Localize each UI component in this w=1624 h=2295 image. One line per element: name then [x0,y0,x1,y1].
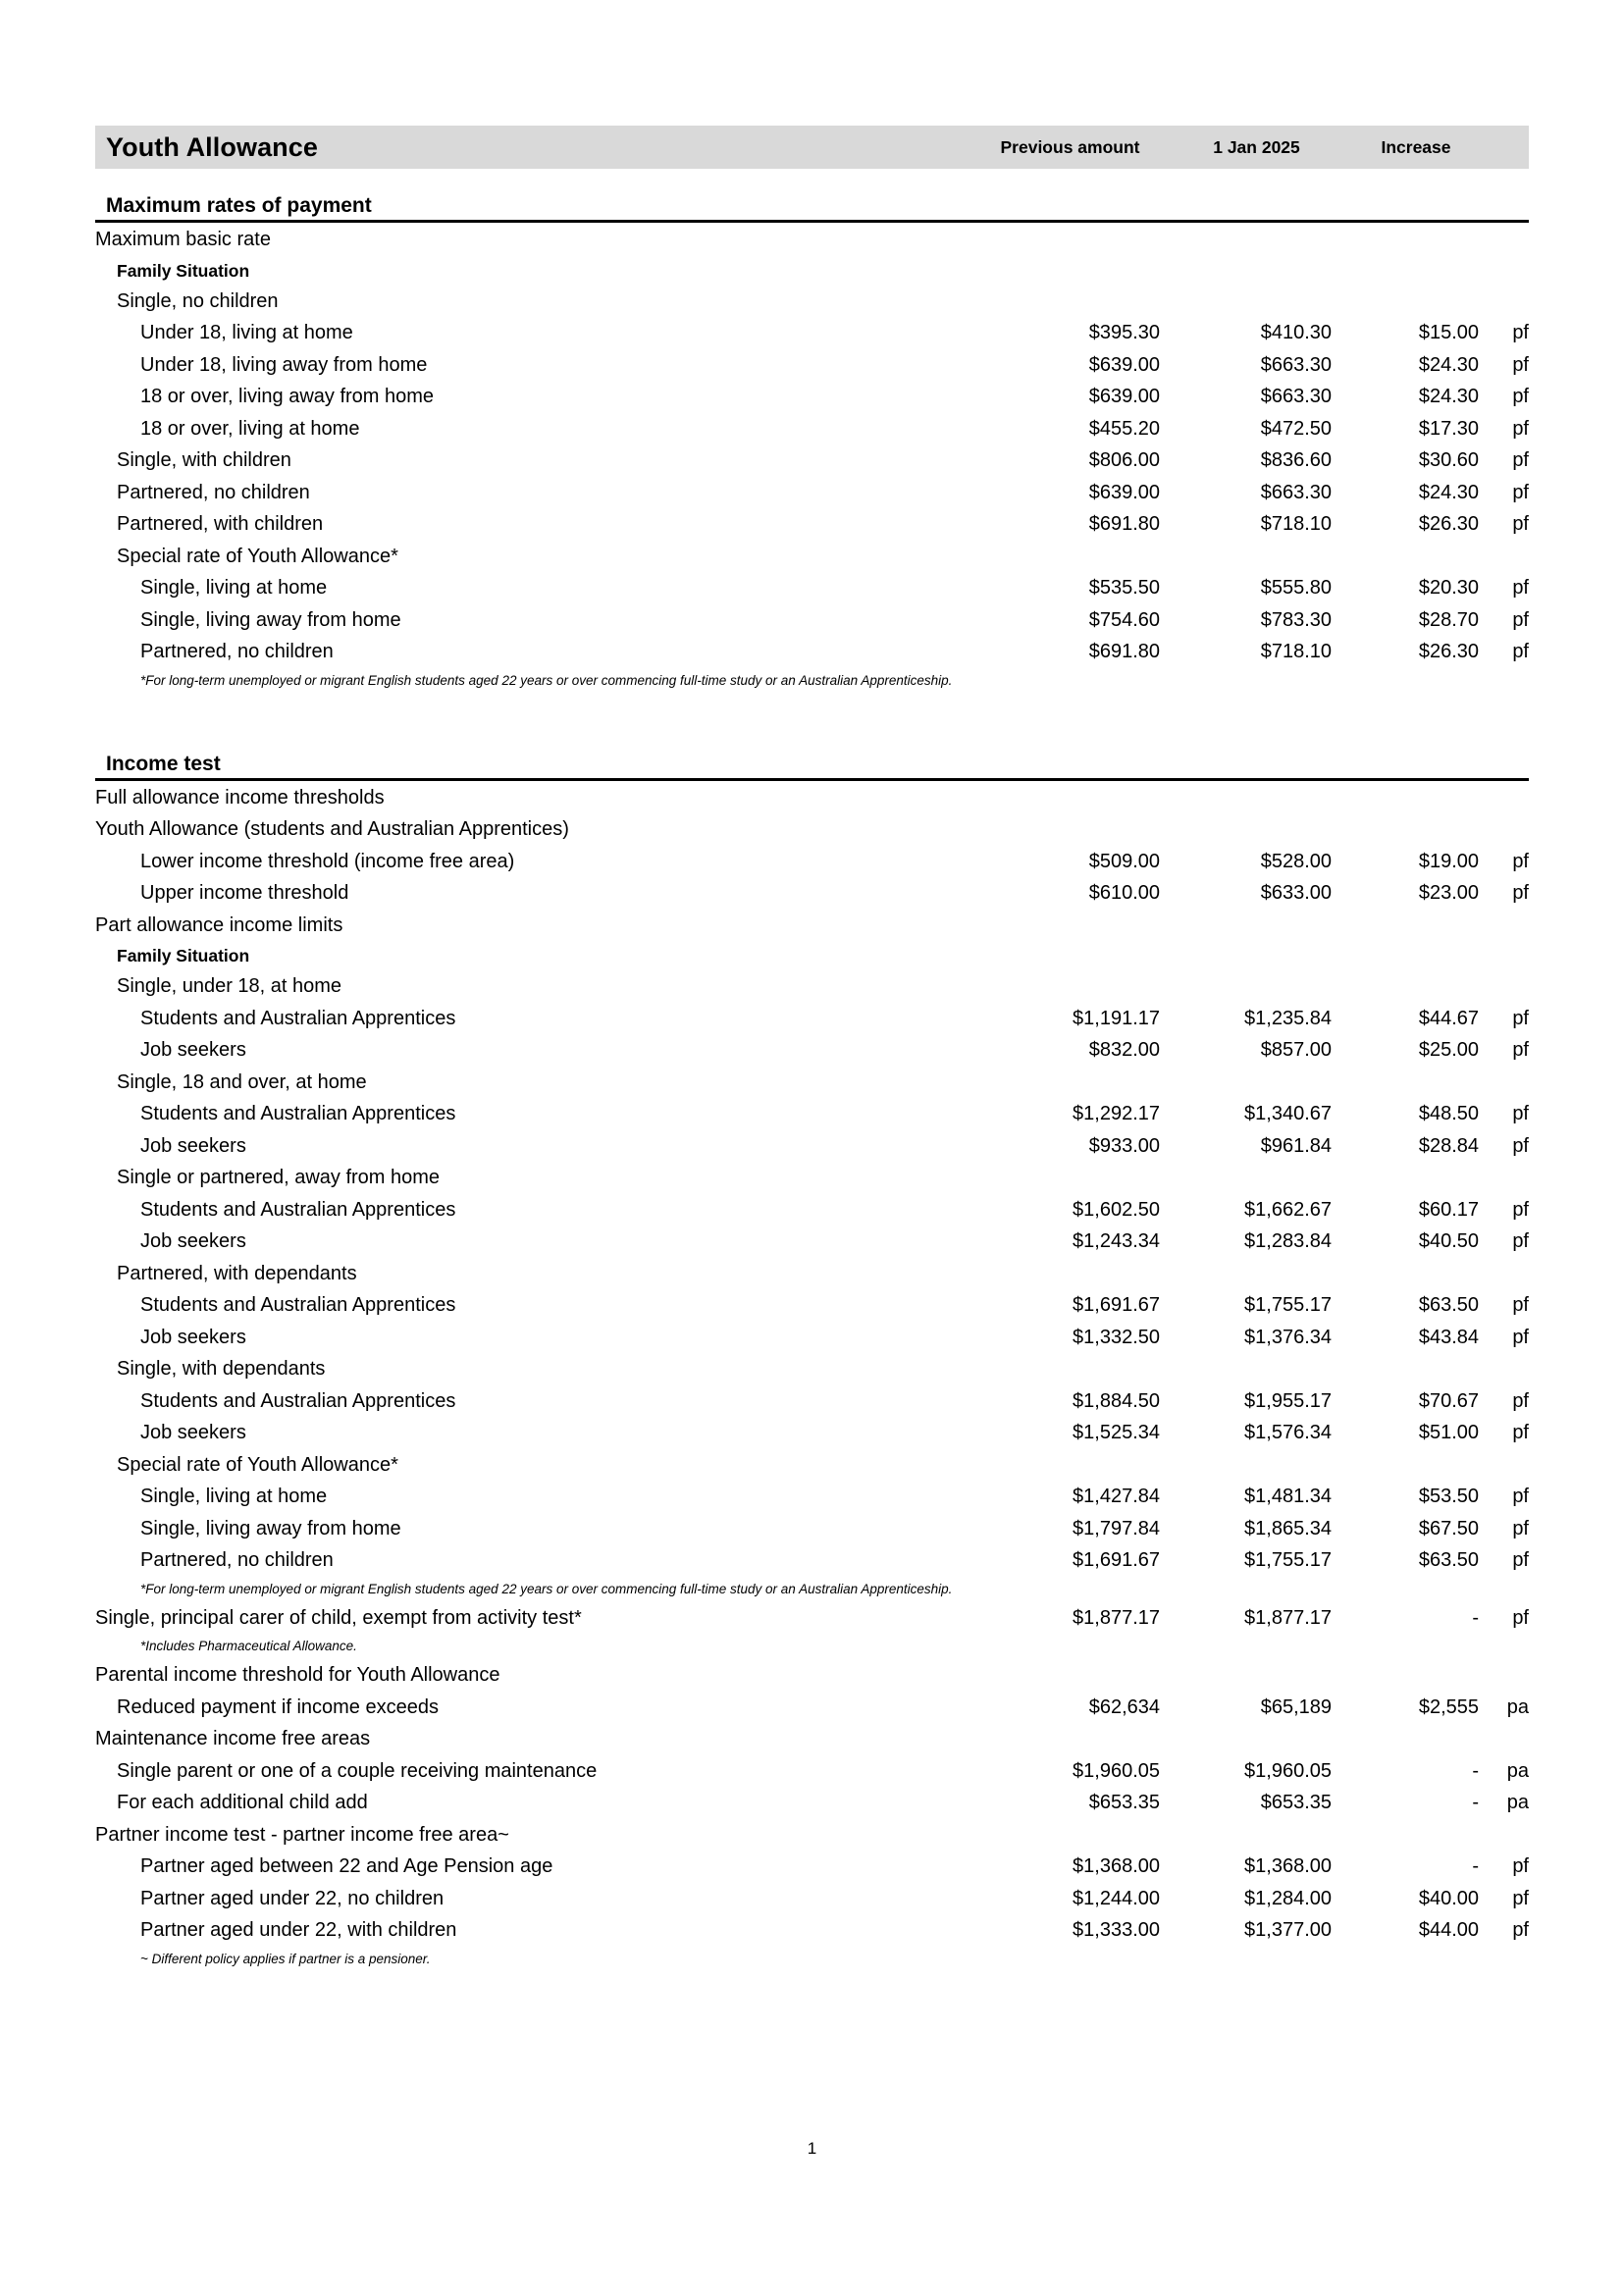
row-current-amount: $653.35 [1260,1792,1332,1813]
row-current-amount: $663.30 [1260,386,1332,407]
row-increase-amount: $70.67 [1418,1389,1479,1412]
group-subheading: Family Situation [117,946,250,965]
row-previous-amount: $395.30 [1088,322,1160,343]
row-label: Single, 18 and over, at home [117,1070,367,1093]
table-row [95,317,1529,349]
row-previous-amount: $1,877.17 [1073,1606,1160,1629]
row-current-amount: $1,235.84 [1244,1007,1332,1029]
table-row [95,1098,1529,1130]
row-current-amount: $1,377.00 [1244,1919,1332,1941]
table-row [95,1226,1529,1258]
row-unit: pf [1512,882,1529,904]
table-row [95,477,1529,509]
table-row [95,1353,1529,1385]
table-row [95,1194,1529,1226]
row-label: Partnered, no children [140,641,334,662]
row-label: Single, with children [117,449,291,471]
row-label: 18 or over, living at home [140,417,360,440]
footnote: ~ Different policy applies if partner is a pensioner. [140,1951,431,1966]
row-previous-amount: $1,884.50 [1073,1389,1160,1412]
section-heading: Income test [106,752,221,775]
row-current-amount: $857.00 [1260,1039,1332,1061]
table-row [95,813,1529,846]
row-previous-amount: $754.60 [1088,608,1160,631]
row-label: Upper income threshold [140,882,349,904]
row-previous-amount: $1,191.17 [1073,1007,1160,1029]
row-current-amount: $1,960.05 [1244,1759,1332,1782]
table-row [95,1787,1529,1819]
column-header-previous: Previous amount [1000,136,1140,157]
table-row [95,1322,1529,1354]
table-row [95,1914,1529,1947]
row-unit: pf [1512,1486,1529,1507]
section-spacer [95,694,1529,727]
group-title-row [95,1819,1529,1852]
row-previous-amount: $535.50 [1088,577,1160,599]
table-row [95,1003,1529,1035]
row-increase-amount: $51.00 [1418,1422,1479,1443]
row-increase-amount: $60.17 [1418,1198,1479,1221]
table-row [95,1883,1529,1915]
row-label: Students and Australian Apprentices [140,1294,456,1316]
group-subheading: Family Situation [117,260,250,281]
row-label: Under 18, living at home [140,322,353,343]
row-current-amount: $472.50 [1260,417,1332,440]
row-unit: pf [1512,577,1529,599]
footnote: *For long-term unemployed or migrant English students aged 22 years or over commencing full-time study or an Australian Apprenticeship. [140,672,953,688]
row-increase-amount: $40.50 [1418,1230,1479,1252]
row-label: Job seekers [140,1134,246,1157]
row-unit: pf [1512,1198,1529,1221]
table-row [95,572,1529,604]
row-previous-amount: $1,292.17 [1073,1103,1160,1124]
row-current-amount: $1,376.34 [1244,1326,1332,1348]
table-row [95,413,1529,445]
row-unit: pf [1512,386,1529,407]
row-label: Special rate of Youth Allowance* [117,545,398,567]
row-increase-amount: $2,555 [1418,1695,1479,1718]
table-row [95,381,1529,413]
row-label: Special rate of Youth Allowance* [117,1453,398,1476]
row-previous-amount: $1,244.00 [1073,1887,1160,1909]
row-current-amount: $1,755.17 [1244,1549,1332,1571]
row-previous-amount: $639.00 [1088,353,1160,376]
table-row [95,1692,1529,1724]
row-unit: pf [1512,481,1529,503]
table-row [95,1481,1529,1513]
column-headers [969,126,1529,169]
table-row [95,1289,1529,1322]
column-header-increase: Increase [1381,136,1451,157]
row-unit: pf [1512,850,1529,872]
row-unit: pa [1506,1759,1529,1782]
row-unit: pa [1506,1792,1529,1813]
page-title: Youth Allowance [106,131,319,162]
row-current-amount: $718.10 [1260,513,1332,535]
table-row [95,1449,1529,1482]
row-label: Students and Australian Apprentices [140,1007,456,1029]
row-current-amount: $1,755.17 [1244,1294,1332,1316]
row-label: Job seekers [140,1230,246,1252]
row-previous-amount: $639.00 [1088,386,1160,407]
row-label: Single, living away from home [140,608,401,631]
row-increase-amount: $40.00 [1418,1887,1479,1909]
row-unit: pf [1512,1549,1529,1571]
row-current-amount: $1,368.00 [1244,1855,1332,1877]
row-current-amount: $1,865.34 [1244,1517,1332,1539]
row-label: Single, living at home [140,1486,328,1507]
table-row [95,1417,1529,1449]
row-previous-amount: $1,368.00 [1073,1855,1160,1877]
row-previous-amount: $62,634 [1088,1695,1160,1718]
row-unit: pf [1512,1887,1529,1909]
row-increase-amount: $25.00 [1418,1039,1479,1061]
row-unit: pf [1512,1855,1529,1877]
row-current-amount: $718.10 [1260,641,1332,662]
table-row [95,1258,1529,1290]
row-unit: pf [1512,1606,1529,1629]
row-current-amount: $1,481.34 [1244,1486,1332,1507]
row-unit: pf [1512,1919,1529,1941]
row-increase-amount: $17.30 [1418,417,1479,440]
group-title: Parental income threshold for Youth Allowance [95,1664,500,1686]
row-label: Single, living at home [140,577,328,599]
row-unit: pf [1512,417,1529,440]
row-label: Job seekers [140,1422,246,1443]
row-unit: pf [1512,1326,1529,1348]
row-unit: pa [1506,1695,1529,1718]
row-current-amount: $65,189 [1260,1695,1332,1718]
row-previous-amount: $806.00 [1088,449,1160,471]
group-subheading-row [95,941,1529,970]
row-unit: pf [1512,1422,1529,1443]
group-title: Partner income test - partner income free area~ [95,1823,509,1846]
row-unit: pf [1512,1294,1529,1316]
group-title-row [95,1723,1529,1755]
table-row [95,1602,1529,1635]
row-label: 18 or over, living away from home [140,386,435,407]
rates-body [95,194,1529,1972]
row-label: Reduced payment if income exceeds [117,1695,439,1718]
row-current-amount: $1,340.67 [1244,1103,1332,1124]
row-previous-amount: $1,691.67 [1073,1549,1160,1571]
table-row [95,1513,1529,1545]
row-unit: pf [1512,1103,1529,1124]
row-unit: pf [1512,449,1529,471]
row-label: Youth Allowance (students and Australian Apprentices) [95,818,569,840]
row-previous-amount: $1,333.00 [1073,1919,1160,1941]
row-current-amount: $528.00 [1260,850,1332,872]
row-previous-amount: $691.80 [1088,513,1160,535]
row-label: Single or partnered, away from home [117,1167,441,1188]
row-previous-amount: $1,960.05 [1073,1759,1160,1782]
row-label: Partner aged under 22, with children [140,1919,457,1941]
row-previous-amount: $509.00 [1088,850,1160,872]
table-row [95,1067,1529,1099]
group-title-row [95,1659,1529,1692]
row-increase-amount: $48.50 [1418,1103,1479,1124]
row-label: Students and Australian Apprentices [140,1389,456,1412]
row-label: Partner aged between 22 and Age Pension age [140,1855,553,1877]
document-header-band [95,126,1529,169]
page-number: 1 [807,2139,817,2158]
footnote: *Includes Pharmaceutical Allowance. [140,1639,357,1653]
group-title-row [95,910,1529,942]
row-previous-amount: $653.35 [1088,1792,1160,1813]
table-row [95,970,1529,1003]
row-previous-amount: $1,332.50 [1073,1326,1160,1348]
row-current-amount: $1,283.84 [1244,1230,1332,1252]
row-current-amount: $783.30 [1260,608,1332,631]
table-row [95,1130,1529,1163]
row-label: Single, under 18, at home [117,975,342,997]
table-row [95,1851,1529,1883]
row-current-amount: $663.30 [1260,353,1332,376]
row-current-amount: $1,877.17 [1244,1606,1332,1629]
row-increase-amount: - [1472,1792,1479,1813]
row-label: Students and Australian Apprentices [140,1103,456,1124]
group-title: Maximum basic rate [95,229,271,250]
table-row [95,286,1529,318]
row-label: Partnered, no children [140,1549,334,1571]
row-increase-amount: $63.50 [1418,1294,1479,1316]
row-current-amount: $961.84 [1260,1134,1332,1157]
row-unit: pf [1512,1517,1529,1539]
row-previous-amount: $610.00 [1088,882,1160,904]
table-row [95,349,1529,382]
row-increase-amount: $30.60 [1418,449,1479,471]
row-label: Job seekers [140,1326,246,1348]
table-row [95,1385,1529,1418]
row-label: Partnered, no children [117,481,310,503]
row-label: Students and Australian Apprentices [140,1198,456,1221]
row-current-amount: $410.30 [1260,322,1332,343]
row-unit: pf [1512,513,1529,535]
row-previous-amount: $1,243.34 [1073,1230,1160,1252]
row-label: Single, with dependants [117,1358,326,1380]
table-row [95,877,1529,910]
row-previous-amount: $1,602.50 [1073,1198,1160,1221]
row-label: Single, living away from home [140,1517,401,1539]
row-label: Job seekers [140,1039,246,1061]
table-row [95,1544,1529,1577]
section-divider [95,778,1529,781]
row-current-amount: $1,662.67 [1244,1198,1332,1221]
row-label: Partnered, with children [117,513,324,535]
row-unit: pf [1512,1230,1529,1252]
row-current-amount: $663.30 [1260,481,1332,503]
section-heading: Maximum rates of payment [106,194,372,217]
row-increase-amount: $43.84 [1418,1326,1479,1348]
row-increase-amount: $26.30 [1418,513,1479,535]
row-label: Single parent or one of a couple receiving maintenance [117,1759,598,1782]
row-previous-amount: $1,797.84 [1073,1517,1160,1539]
row-increase-amount: $53.50 [1418,1486,1479,1507]
table-row [95,508,1529,541]
row-increase-amount: $15.00 [1418,322,1479,343]
row-label: Single, principal carer of child, exempt from activity test* [95,1606,582,1629]
table-row [95,1162,1529,1194]
table-row [95,444,1529,477]
row-increase-amount: $26.30 [1418,641,1479,662]
row-previous-amount: $1,427.84 [1073,1486,1160,1507]
row-previous-amount: $639.00 [1088,481,1160,503]
row-label: Under 18, living away from home [140,353,428,376]
table-row [95,846,1529,878]
row-increase-amount: $20.30 [1418,577,1479,599]
row-unit: pf [1512,1007,1529,1029]
row-unit: pf [1512,608,1529,631]
group-title-row [95,782,1529,814]
row-previous-amount: $933.00 [1088,1134,1160,1157]
row-increase-amount: $44.67 [1418,1007,1479,1029]
row-increase-amount: $24.30 [1418,353,1479,376]
row-unit: pf [1512,641,1529,662]
column-header-current: 1 Jan 2025 [1213,136,1300,157]
row-current-amount: $555.80 [1260,577,1332,599]
table-row [95,636,1529,668]
row-unit: pf [1512,1039,1529,1061]
row-label: Partner aged under 22, no children [140,1887,445,1909]
table-row [95,1034,1529,1067]
row-unit: pf [1512,1134,1529,1157]
row-increase-amount: $28.84 [1418,1134,1479,1157]
row-increase-amount: - [1472,1855,1479,1877]
footnote: *For long-term unemployed or migrant English students aged 22 years or over commencing full-time study or an Australian Apprenticeship. [140,1581,953,1596]
row-increase-amount: $44.00 [1418,1919,1479,1941]
row-current-amount: $1,284.00 [1244,1887,1332,1909]
section-divider [95,220,1529,223]
row-previous-amount: $691.80 [1088,641,1160,662]
row-increase-amount: $23.00 [1418,882,1479,904]
row-current-amount: $1,955.17 [1244,1389,1332,1412]
rates-sheet [95,126,1529,1972]
row-previous-amount: $832.00 [1088,1039,1160,1061]
row-increase-amount: - [1472,1759,1479,1782]
group-title: Part allowance income limits [95,913,343,936]
row-unit: pf [1512,1389,1529,1412]
row-current-amount: $1,576.34 [1244,1422,1332,1443]
row-increase-amount: - [1472,1606,1479,1629]
row-previous-amount: $455.20 [1088,417,1160,440]
row-previous-amount: $1,691.67 [1073,1294,1160,1316]
group-title: Full allowance income thresholds [95,786,385,808]
group-title-row [95,224,1529,256]
row-current-amount: $633.00 [1260,882,1332,904]
group-subheading-row [95,256,1529,286]
row-label: For each additional child add [117,1792,368,1813]
table-row [95,541,1529,573]
row-increase-amount: $24.30 [1418,481,1479,503]
group-title: Maintenance income free areas [95,1728,371,1749]
row-label: Lower income threshold (income free area) [140,850,515,872]
row-previous-amount: $1,525.34 [1073,1422,1160,1443]
row-increase-amount: $24.30 [1418,386,1479,407]
table-row [95,604,1529,637]
row-label: Partnered, with dependants [117,1262,357,1284]
row-increase-amount: $28.70 [1418,608,1479,631]
row-label: Single, no children [117,289,279,312]
row-increase-amount: $67.50 [1418,1517,1479,1539]
row-current-amount: $836.60 [1260,449,1332,471]
row-increase-amount: $63.50 [1418,1549,1479,1571]
row-increase-amount: $19.00 [1418,850,1479,872]
row-unit: pf [1512,353,1529,376]
table-row [95,1755,1529,1788]
row-unit: pf [1512,322,1529,343]
